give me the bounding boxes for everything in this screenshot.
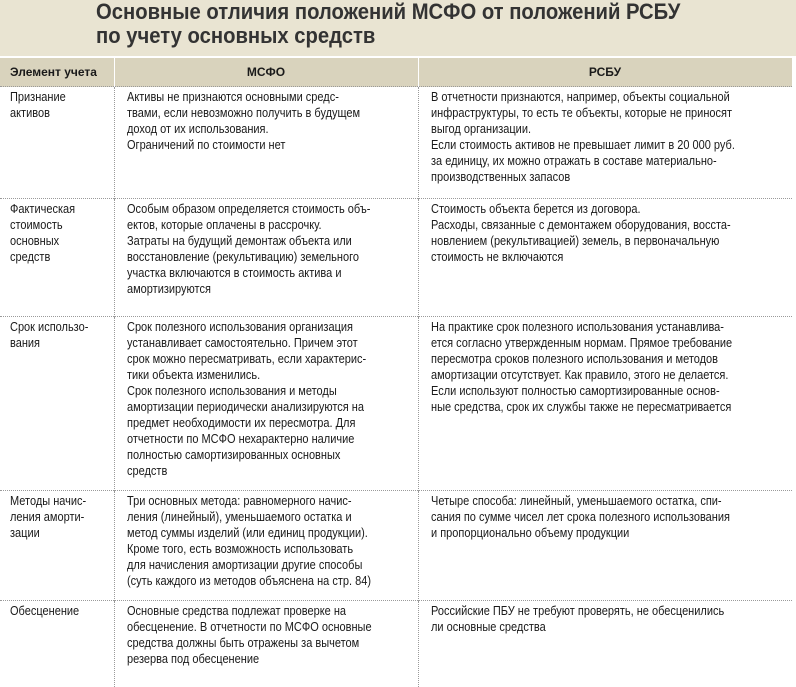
cell-text-line: Обесценение bbox=[10, 604, 80, 618]
cell-text-line: амортизируются bbox=[126, 282, 211, 296]
cell-text-line: устанавливает самостоятельно. Причем этот bbox=[126, 336, 358, 350]
page-title-line-2: по учету основных средств bbox=[96, 23, 376, 48]
cell-text-line: Срок полезного использования и методы bbox=[126, 384, 337, 398]
cell-text-line: инфраструктуры, то есть те объекты, которые не приносят bbox=[430, 106, 732, 120]
cell-text-line: отчетности по МСФО нехарактерно наличие bbox=[126, 432, 354, 446]
cell-text-line: твами, если невозможно получить в будущем bbox=[126, 106, 360, 120]
cell-text-line: Фактическая bbox=[10, 202, 76, 216]
cell-text-line: активов bbox=[10, 106, 50, 120]
table-body bbox=[0, 87, 792, 687]
cell-text-line: участка включаются в стоимость актива и bbox=[126, 266, 341, 280]
cell-text-line: Срок полезного использования организация bbox=[126, 320, 353, 334]
cell-text-line: выгод организации. bbox=[430, 122, 531, 136]
cell-text-line: амортизации отсутствует. Как правило, этого не делается. bbox=[430, 368, 728, 382]
cell-text-line: предмет необходимости их пересмотра. Для bbox=[126, 416, 355, 430]
cell-text-line: за единицу, их можно отражать в составе материально- bbox=[430, 154, 717, 168]
cell-text-line: Стоимость объекта берется из договора. bbox=[430, 202, 641, 216]
cell-element bbox=[0, 87, 114, 199]
table-row bbox=[0, 199, 792, 317]
page-title bbox=[96, 0, 731, 48]
cell-msfo bbox=[114, 317, 418, 491]
cell-text-line: ется согласно утвержденным нормам. Прямое требование bbox=[430, 336, 732, 350]
page-title-line-1: Основные отличия положений МСФО от положений РСБУ bbox=[96, 0, 681, 24]
table-row bbox=[0, 491, 792, 601]
cell-text-line: Расходы, связанные с демонтажем оборудования, восста- bbox=[430, 218, 731, 232]
table-row bbox=[0, 87, 792, 199]
cell-text-line: и пропорционально объему продукции bbox=[430, 526, 629, 540]
cell-text-line: средства должны быть отражены за вычетом bbox=[126, 636, 359, 650]
header-msfo: МСФО bbox=[114, 58, 418, 87]
cell-text-line: сания по сумме чисел лет срока полезного использования bbox=[430, 510, 730, 524]
cell-msfo bbox=[114, 87, 418, 199]
table-row bbox=[0, 317, 792, 491]
cell-text-line: амортизации периодически анализируются на bbox=[126, 400, 364, 414]
cell-text-line: резерва под обесценение bbox=[126, 652, 259, 666]
cell-text-line: Российские ПБУ не требуют проверять, не обесценились bbox=[430, 604, 724, 618]
cell-element bbox=[0, 199, 114, 317]
cell-text-line: полностью самортизированных основных bbox=[126, 448, 340, 462]
cell-text-line: На практике срок полезного использования устанавлива- bbox=[430, 320, 724, 334]
cell-text-line: для начисления амортизации другие способы bbox=[126, 558, 362, 572]
cell-msfo bbox=[114, 601, 418, 687]
cell-text-line: Признание bbox=[10, 90, 66, 104]
cell-text-line: Четыре способа: линейный, уменьшаемого остатка, спи- bbox=[430, 494, 722, 508]
cell-text-line: Активы не признаются основными средс- bbox=[126, 90, 339, 104]
cell-text-line: Ограничений по стоимости нет bbox=[126, 138, 285, 152]
cell-text-line: вания bbox=[10, 336, 41, 350]
cell-text-line: ные средства, срок их службы также не пересматривается bbox=[430, 400, 731, 414]
cell-text-line: срок можно пересматривать, если характерис- bbox=[126, 352, 366, 366]
cell-text-line: пересмотра сроков полезного использования и методов bbox=[430, 352, 718, 366]
cell-rsbu bbox=[418, 601, 792, 687]
cell-text-line: Если используют полностью самортизированные основ- bbox=[430, 384, 720, 398]
header-rsbu: РСБУ bbox=[418, 58, 792, 87]
cell-text-line: восстановление (рекультивацию) земельного bbox=[126, 250, 359, 264]
cell-element bbox=[0, 491, 114, 601]
table-header-row bbox=[0, 58, 792, 87]
cell-text-line: Методы начис- bbox=[10, 494, 87, 508]
cell-text-line: Срок использо- bbox=[10, 320, 89, 334]
cell-element bbox=[0, 317, 114, 491]
cell-rsbu bbox=[418, 317, 792, 491]
cell-rsbu bbox=[418, 199, 792, 317]
cell-text-line: доход от их использования. bbox=[126, 122, 269, 136]
comparison-table bbox=[0, 58, 793, 687]
cell-text-line: Если стоимость активов не превышает лимит в 20 000 руб. bbox=[430, 138, 735, 152]
cell-text-line: Три основных метода: равномерного начис- bbox=[126, 494, 352, 508]
cell-text-line: В отчетности признаются, например, объекты социальной bbox=[430, 90, 730, 104]
cell-text-line: тики объекта изменились. bbox=[126, 368, 260, 382]
cell-text-line: ления (линейный), уменьшаемого остатка и bbox=[126, 510, 352, 524]
cell-text-line: стоимость не включаются bbox=[430, 250, 563, 264]
cell-rsbu bbox=[418, 87, 792, 199]
cell-msfo bbox=[114, 491, 418, 601]
cell-text-line: стоимость bbox=[10, 218, 63, 232]
cell-text-line: зации bbox=[10, 526, 40, 540]
table-row bbox=[0, 601, 792, 687]
cell-text-line: новлением (рекультивацией) земель, в первоначальную bbox=[430, 234, 719, 248]
cell-text-line: Затраты на будущий демонтаж объекта или bbox=[126, 234, 352, 248]
cell-text-line: ления аморти- bbox=[10, 510, 85, 524]
cell-text-line: Основные средства подлежат проверке на bbox=[126, 604, 346, 618]
cell-text-line: ли основные средства bbox=[430, 620, 546, 634]
cell-element bbox=[0, 601, 114, 687]
cell-text-line: Особым образом определяется стоимость объ- bbox=[126, 202, 370, 216]
cell-text-line: обесценение. В отчетности по МСФО основные bbox=[126, 620, 372, 634]
cell-text-line: средств bbox=[126, 464, 167, 478]
cell-text-line: производственных запасов bbox=[430, 170, 570, 184]
header-element: Элемент учета bbox=[0, 58, 114, 87]
cell-text-line: основных bbox=[10, 234, 60, 248]
cell-text-line: Кроме того, есть возможность использовать bbox=[126, 542, 353, 556]
cell-text-line: средств bbox=[10, 250, 51, 264]
cell-rsbu bbox=[418, 491, 792, 601]
cell-text-line: метод суммы изделий (или единиц продукции). bbox=[126, 526, 368, 540]
cell-text-line: (суть каждого из методов объяснена на стр. 84) bbox=[126, 574, 371, 588]
cell-text-line: ектов, которые оплачены в рассрочку. bbox=[126, 218, 322, 232]
cell-msfo bbox=[114, 199, 418, 317]
